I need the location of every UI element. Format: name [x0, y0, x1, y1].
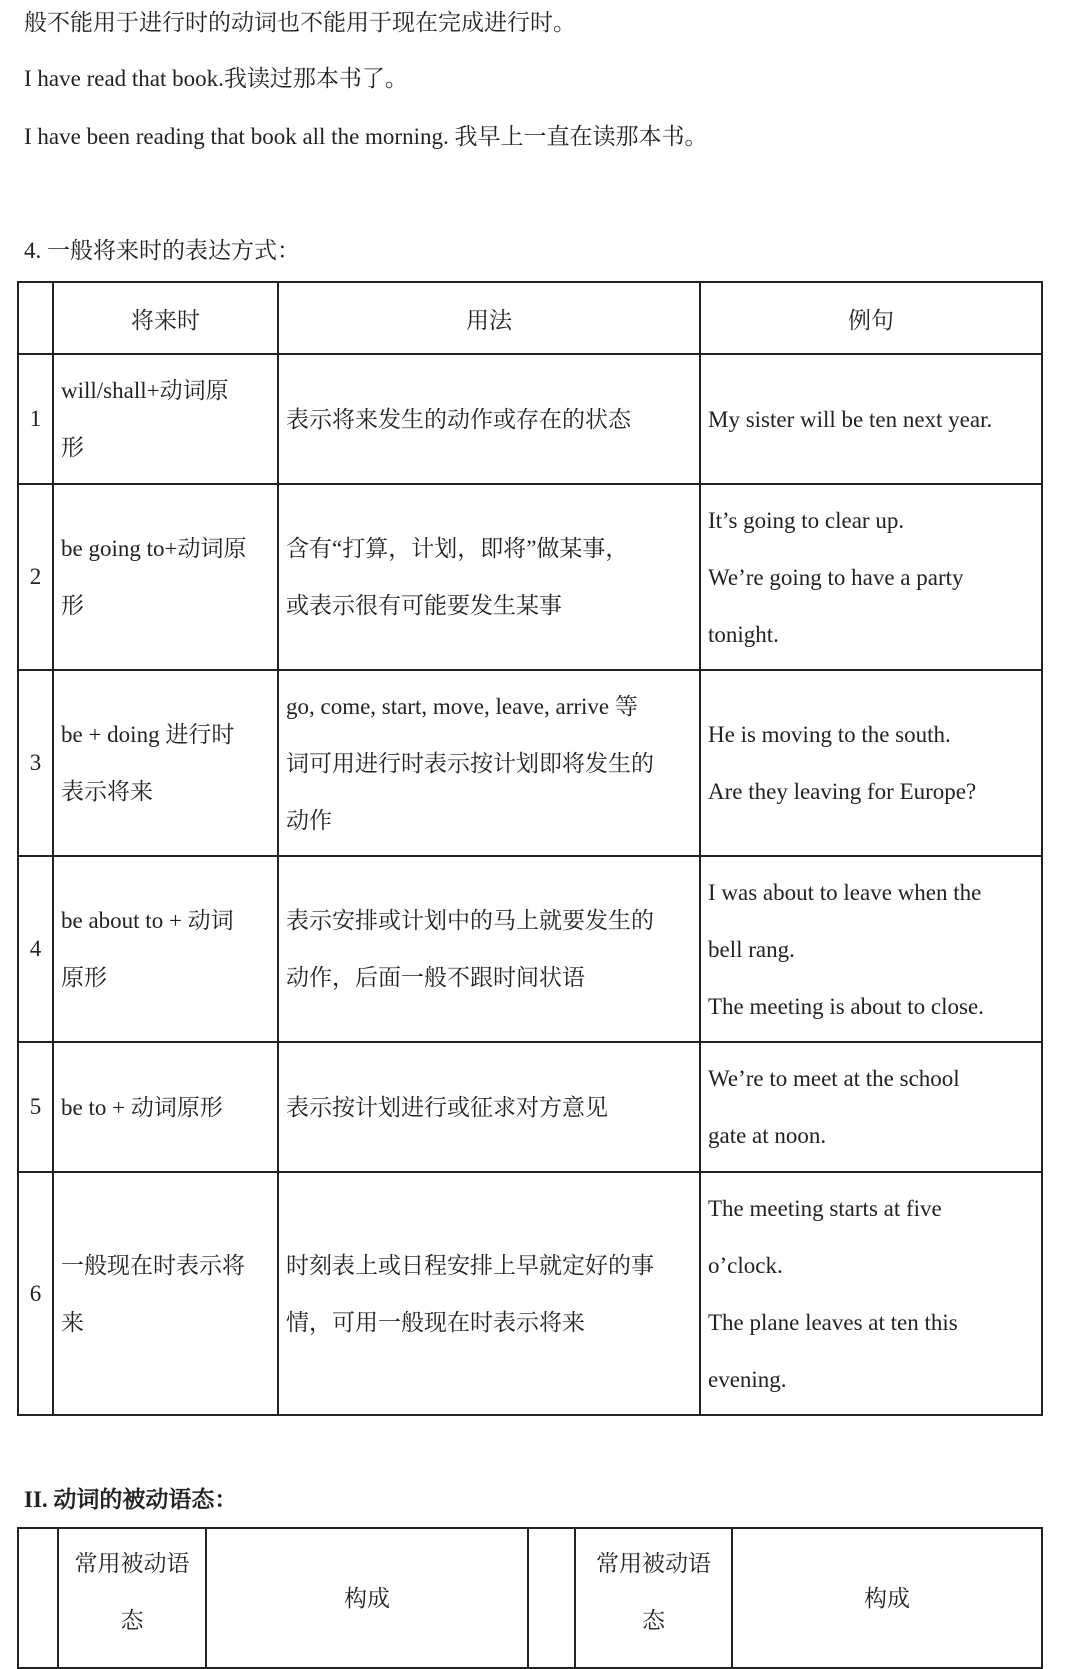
row-usage-line: 表示按计划进行或征求对方意见 [286, 1094, 608, 1120]
row-example-line: evening. [708, 1366, 787, 1392]
row-example-line: tonight. [708, 621, 779, 647]
row-example-line: o’clock. [708, 1252, 783, 1278]
row-number: 6 [18, 1172, 53, 1415]
row-form-line: 表示将来 [61, 779, 153, 804]
row-example-line: We’re to meet at the school [708, 1066, 960, 1091]
row-example-line: The meeting starts at five [708, 1195, 942, 1221]
row-form-line: 形 [61, 435, 84, 460]
row-form-line: 来 [61, 1309, 84, 1335]
row-example [700, 484, 1042, 670]
row-form-line: be + doing 进行时 [61, 722, 235, 747]
row-form [53, 856, 278, 1042]
header-num [18, 282, 53, 354]
intro-line-1: 般不能用于进行时的动词也不能用于现在完成进行时。 [24, 10, 576, 35]
row-number: 2 [18, 484, 53, 670]
section-heading-future-tense: 4. 一般将来时的表达方式： [24, 238, 300, 263]
row-usage-line: 或表示很有可能要发生某事 [286, 593, 562, 618]
future-tense-table [17, 281, 1043, 1416]
row-usage [278, 1172, 700, 1415]
row-example [700, 856, 1042, 1042]
row-example-line: My sister will be ten next year. [708, 406, 993, 432]
header-structure-left [206, 1528, 528, 1668]
row-form [53, 354, 278, 484]
section-heading-passive-voice: II. 动词的被动语态： [24, 1487, 238, 1512]
header-blank-left [18, 1528, 58, 1668]
row-example [700, 1172, 1042, 1415]
row-form [53, 484, 278, 670]
row-example [700, 670, 1042, 856]
header-passive-left-line: 态 [120, 1608, 144, 1633]
row-number: 3 [18, 670, 53, 856]
header-structure-right [732, 1528, 1042, 1668]
table-row [18, 1042, 1042, 1172]
table-header-row [18, 1528, 1042, 1668]
row-usage-line: go, come, start, move, leave, arrive 等 [286, 693, 638, 719]
row-number: 5 [18, 1042, 53, 1172]
header-passive-right [575, 1528, 732, 1668]
table-row [18, 856, 1042, 1042]
row-form [53, 670, 278, 856]
row-example-line: It’s going to clear up. [708, 507, 905, 533]
row-usage-line: 时刻表上或日程安排上早就定好的事 [286, 1252, 654, 1278]
row-usage [278, 670, 700, 856]
row-form [53, 1042, 278, 1172]
header-blank-left-line [26, 1592, 50, 1649]
header-passive-left [58, 1528, 206, 1668]
table-row [18, 670, 1042, 856]
header-blank-right-line [536, 1592, 567, 1649]
row-example-line: bell rang. [708, 936, 795, 962]
row-usage-line: 含有“打算，计划，即将”做某事， [286, 536, 629, 561]
row-usage-line: 表示安排或计划中的马上就要发生的 [286, 908, 654, 933]
row-example-line: The plane leaves at ten this [708, 1309, 958, 1335]
header-structure-right-line: 构成 [864, 1585, 910, 1611]
row-form-line: be going to+动词原 [61, 536, 247, 561]
row-usage-line: 情，可用一般现在时表示将来 [286, 1309, 585, 1335]
header-blank-right [528, 1528, 575, 1668]
header-passive-right-line: 态 [642, 1608, 665, 1633]
row-example [700, 1042, 1042, 1172]
row-form-line: will/shall+动词原 [61, 378, 229, 403]
row-form-line: 原形 [61, 965, 107, 990]
row-form-line: be to + 动词原形 [61, 1094, 223, 1120]
row-example-line: Are they leaving for Europe? [708, 779, 977, 804]
row-example-line: gate at noon. [708, 1123, 827, 1148]
row-form [53, 1172, 278, 1415]
row-form-line: be about to + 动词 [61, 908, 234, 933]
row-usage [278, 354, 700, 484]
row-usage-line: 词可用进行时表示按计划即将发生的 [286, 750, 654, 776]
header-example: 例句 [700, 282, 1042, 354]
table-row [18, 484, 1042, 670]
row-example [700, 354, 1042, 484]
row-example-line: He is moving to the south. [708, 722, 951, 747]
table-header-row [18, 282, 1042, 354]
header-blank-right-line [536, 1535, 567, 1592]
row-usage-line: 动作，后面一般不跟时间状语 [286, 965, 585, 990]
row-usage [278, 484, 700, 670]
passive-voice-table [17, 1527, 1043, 1669]
header-blank-left-line [26, 1535, 50, 1592]
row-form-line: 形 [61, 593, 84, 618]
row-example-line: We’re going to have a party [708, 564, 964, 590]
row-usage-line: 表示将来发生的动作或存在的状态 [286, 406, 631, 432]
header-form: 将来时 [53, 282, 278, 354]
header-usage: 用法 [278, 282, 700, 354]
header-structure-left-line: 构成 [344, 1585, 390, 1611]
table-row [18, 1172, 1042, 1415]
intro-line-3: I have been reading that book all the morning. 我早上一直在读那本书。 [24, 124, 708, 149]
row-number: 1 [18, 354, 53, 484]
row-example-line: I was about to leave when the [708, 879, 982, 905]
row-form-line: 一般现在时表示将 [61, 1252, 245, 1278]
row-example-line: The meeting is about to close. [708, 993, 984, 1019]
intro-line-2: I have read that book.我读过那本书了。 [24, 66, 408, 91]
header-passive-right-line: 常用被动语 [596, 1551, 711, 1576]
row-usage [278, 1042, 700, 1172]
header-passive-left-line: 常用被动语 [74, 1551, 190, 1576]
row-number: 4 [18, 856, 53, 1042]
row-usage [278, 856, 700, 1042]
row-usage-line: 动作 [286, 807, 332, 833]
table-row [18, 354, 1042, 484]
